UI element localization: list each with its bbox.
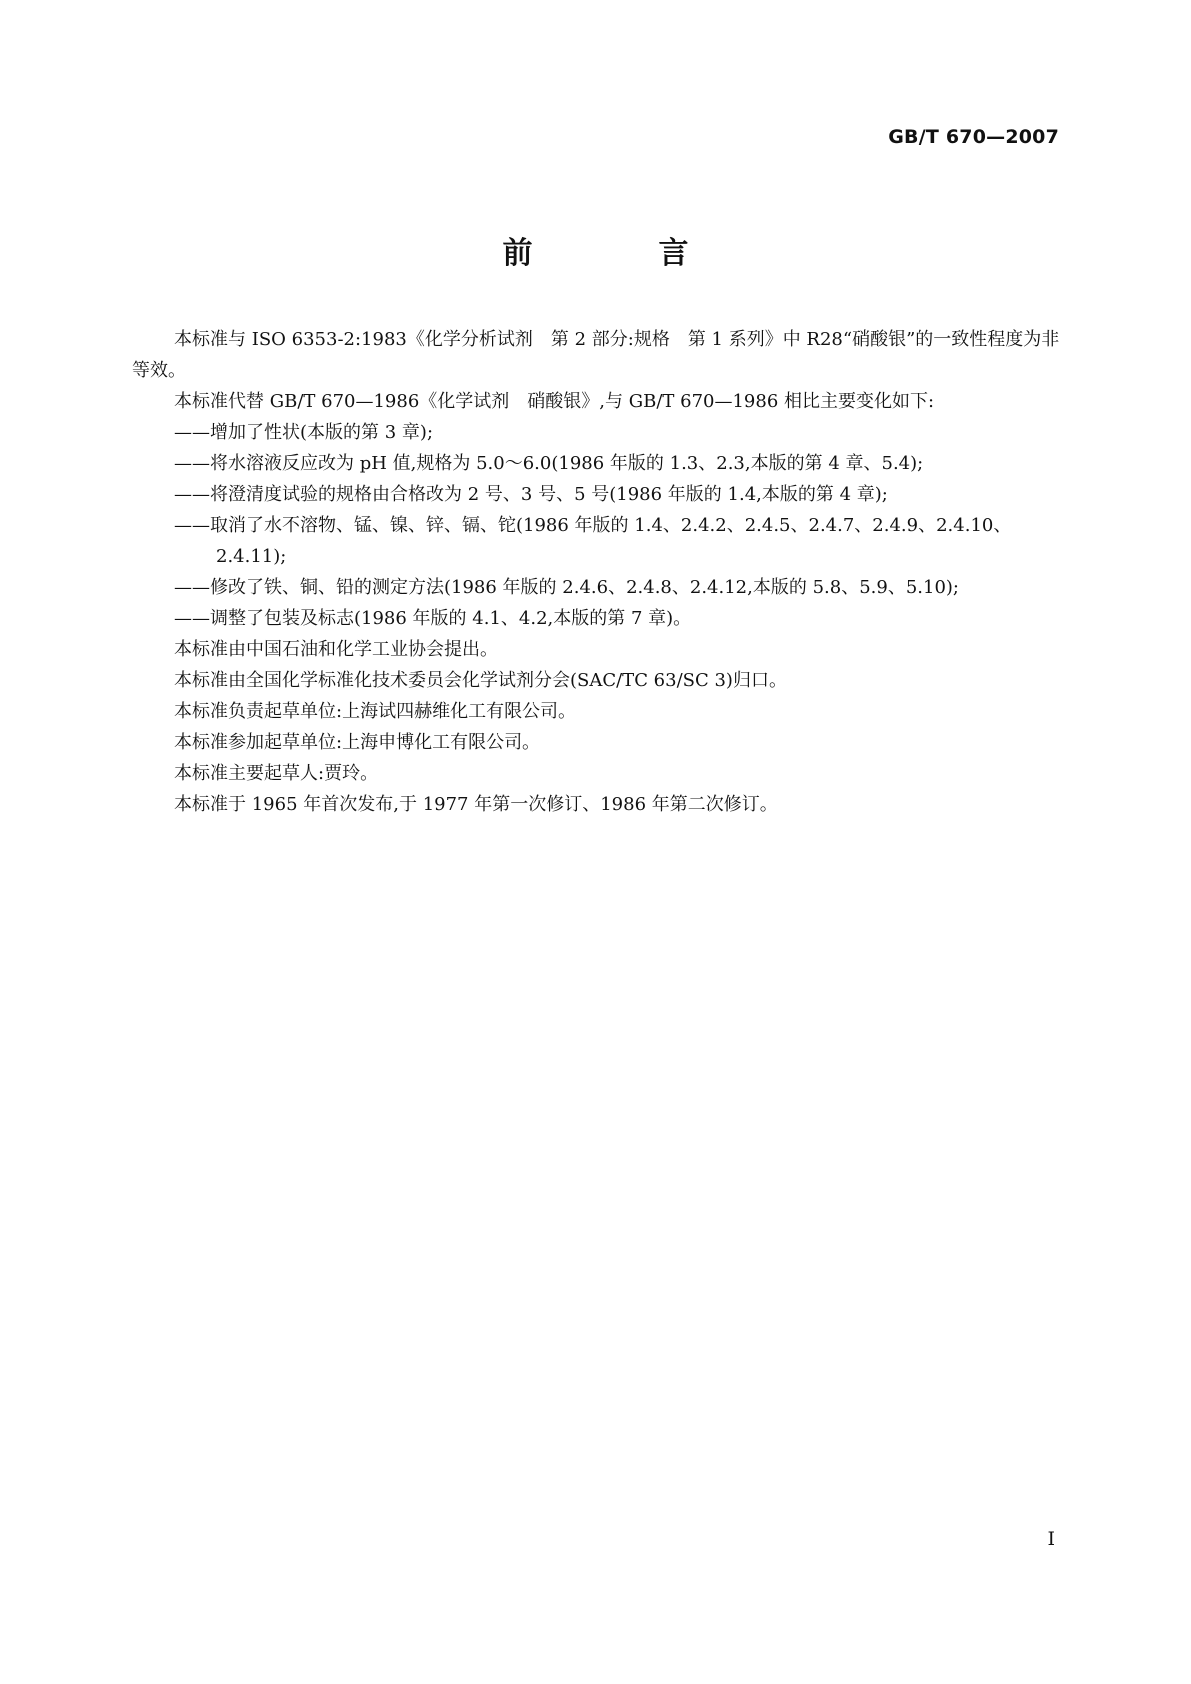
committee-paragraph: 本标准由全国化学标准化技术委员会化学试剂分会(SAC/TC 63/SC 3)归口。: [174, 670, 787, 691]
change-item: ——增加了性状(本版的第 3 章);: [174, 422, 434, 443]
page-number: I: [1047, 1528, 1055, 1550]
participating-unit-paragraph: 本标准参加起草单位:上海申博化工有限公司。: [174, 732, 541, 753]
change-item: ——将澄清度试验的规格由合格改为 2 号、3 号、5 号(1986 年版的 1.4,本版的第 4 章);: [174, 484, 888, 505]
standard-code: GB/T 670—2007: [888, 126, 1059, 148]
change-item: ——修改了铁、铜、铅的测定方法(1986 年版的 2.4.6、2.4.8、2.4.12,本版的 5.8、5.9、5.10);: [174, 577, 959, 598]
replacement-paragraph: 本标准代替 GB/T 670—1986《化学试剂 硝酸银》,与 GB/T 670—1986 相比主要变化如下:: [174, 391, 935, 412]
preface-body: [132, 324, 1062, 820]
equivalence-paragraph: 本标准与 ISO 6353-2:1983《化学分析试剂 第 2 部分:规格 第 1 系列》中 R28“硝酸银”的一致性程度为非等效。: [132, 329, 1060, 381]
change-item: ——调整了包装及标志(1986 年版的 4.1、4.2,本版的第 7 章)。: [174, 608, 692, 629]
history-paragraph: 本标准于 1965 年首次发布,于 1977 年第一次修订、1986 年第二次修订。: [174, 794, 778, 815]
main-drafter-paragraph: 本标准主要起草人:贾玲。: [174, 763, 379, 784]
lead-drafter-unit-paragraph: 本标准负责起草单位:上海试四赫维化工有限公司。: [174, 701, 577, 722]
page-title: 前 言: [502, 236, 737, 271]
proposer-paragraph: 本标准由中国石油和化学工业协会提出。: [174, 639, 498, 660]
change-item: ——取消了水不溶物、锰、镍、锌、镉、铊(1986 年版的 1.4、2.4.2、2.4.5、2.4.7、2.4.9、2.4.10、2.4.11);: [174, 515, 1012, 567]
change-item: ——将水溶液反应改为 pH 值,规格为 5.0～6.0(1986 年版的 1.3、2.3,本版的第 4 章、5.4);: [174, 453, 924, 474]
